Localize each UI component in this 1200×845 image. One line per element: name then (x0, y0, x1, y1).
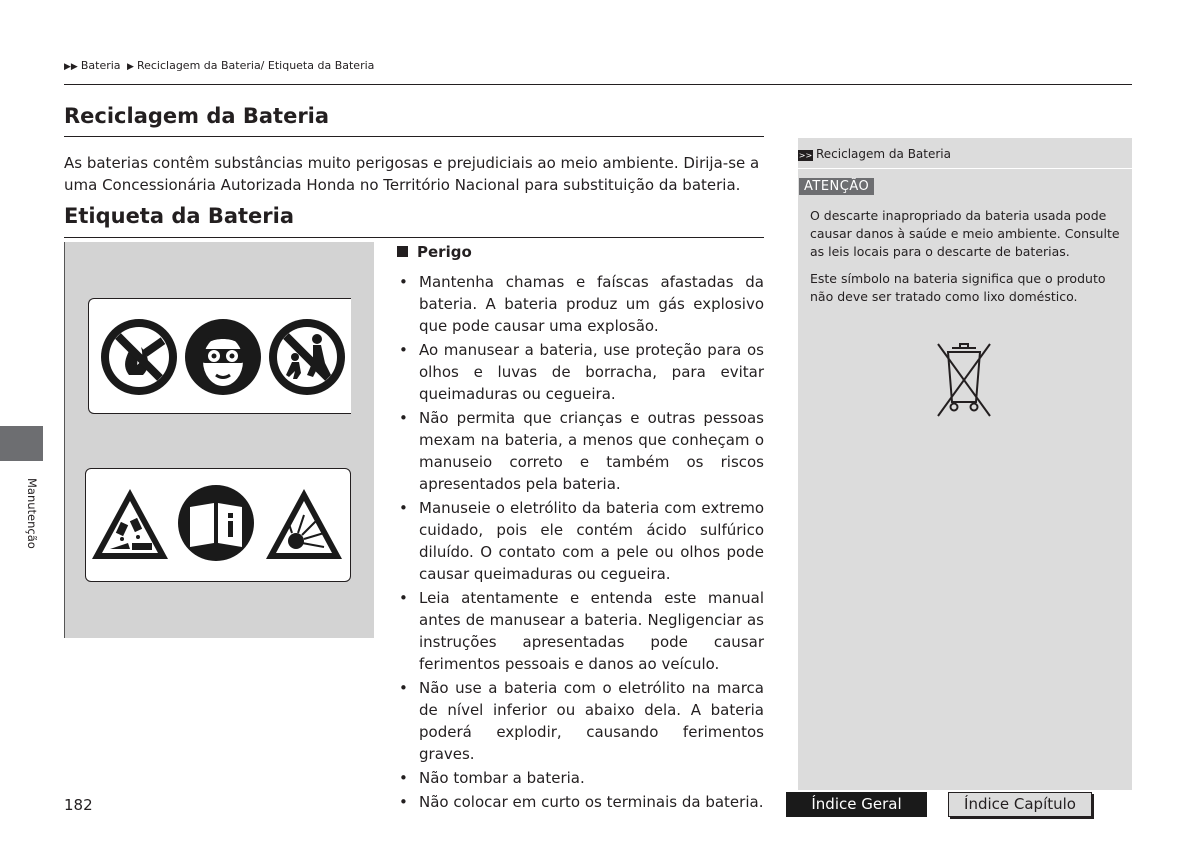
breadcrumb-item-battery[interactable]: Bateria (80, 59, 121, 72)
crossed-bin-icon (936, 342, 992, 420)
section-rule (64, 136, 764, 137)
label-card-prohibitions (88, 298, 351, 414)
list-item: • Ao manusear a bateria, use proteção para os olhos e luvas de borracha, para evitar queimaduras ou cegueira. (397, 339, 764, 405)
chapter-tab-label: Manutenção (25, 478, 39, 549)
sidebar-rule (798, 168, 1132, 169)
explosive-warning-icon (262, 485, 346, 565)
corrosive-warning-icon (88, 485, 172, 565)
read-manual-icon (176, 483, 256, 563)
list-item: • Não permita que crianças e outras pessoas mexam na bateria, a menos que conheçam o manuseio correto e também os riscos apresentados pela bateria. (397, 407, 764, 495)
breadcrumb (64, 59, 374, 72)
double-arrow-icon: ▶▶ (64, 62, 78, 72)
keep-away-children-icon (267, 317, 347, 397)
section-title-recycling: Reciclagem da Bateria (64, 104, 330, 128)
list-item: • Não use a bateria com o eletrólito na marca de nível inferior ou abaixo dela. A bateria poderá explodir, causando ferimentos graves. (397, 677, 764, 765)
arrow-icon: ▶ (127, 62, 134, 72)
reference-arrow-icon: >> (798, 151, 813, 160)
page-number: 182 (64, 796, 93, 814)
list-item: • Não tombar a bateria. (397, 767, 764, 789)
general-index-button[interactable]: Índice Geral (786, 792, 927, 817)
list-item: • Manuseie o eletrólito da bateria com extremo cuidado, pois ele contém ácido sulfúrico diluído. O contato com a pele ou olhos pode causar queimaduras ou cegueira. (397, 497, 764, 585)
list-item: • Leia atentamente e entenda este manual antes de manusear a bateria. Negligenciar as instruções apresentadas pode causar ferimentos pessoais e danos ao veículo. (397, 587, 764, 675)
list-item: • Mantenha chamas e faíscas afastadas da bateria. A bateria produz um gás explosivo que pode causar uma explosão. (397, 271, 764, 337)
chapter-tab (0, 426, 43, 461)
recycling-paragraph: As baterias contêm substâncias muito perigosas e prejudiciais ao meio ambiente. Dirija-se a uma Concessionária Autorizada Honda no Território Nacional para substituição da bateria. (64, 154, 760, 194)
breadcrumb-item-current: Reciclagem da Bateria/ Etiqueta da Bateria (136, 59, 375, 72)
square-bullet-icon (397, 246, 408, 257)
no-flame-icon (99, 317, 179, 397)
list-item: • Não colocar em curto os terminais da bateria. (397, 791, 764, 813)
sidebar-paragraph-symbol: Este símbolo na bateria significa que o produto não deve ser tratado como lixo doméstico. (810, 271, 1106, 304)
danger-heading-text: Perigo (417, 243, 472, 261)
attention-badge: ATENÇÃO (799, 178, 874, 195)
label-card-warnings (85, 468, 351, 582)
eye-protection-icon (183, 317, 263, 397)
sidebar-ref-title: Reciclagem da Bateria (816, 147, 951, 161)
header-rule (64, 84, 1132, 85)
danger-list (397, 271, 764, 815)
danger-heading (397, 243, 472, 261)
sidebar-reference (798, 147, 951, 161)
sidebar-paragraph-disposal: O descarte inapropriado da bateria usada pode causar danos à saúde e meio ambiente. Consulte as leis locais para o descarte de baterias. (810, 208, 1120, 259)
section-rule (64, 237, 764, 238)
section-title-battery-label: Etiqueta da Bateria (64, 204, 295, 228)
chapter-index-button[interactable]: Índice Capítulo (948, 792, 1092, 817)
